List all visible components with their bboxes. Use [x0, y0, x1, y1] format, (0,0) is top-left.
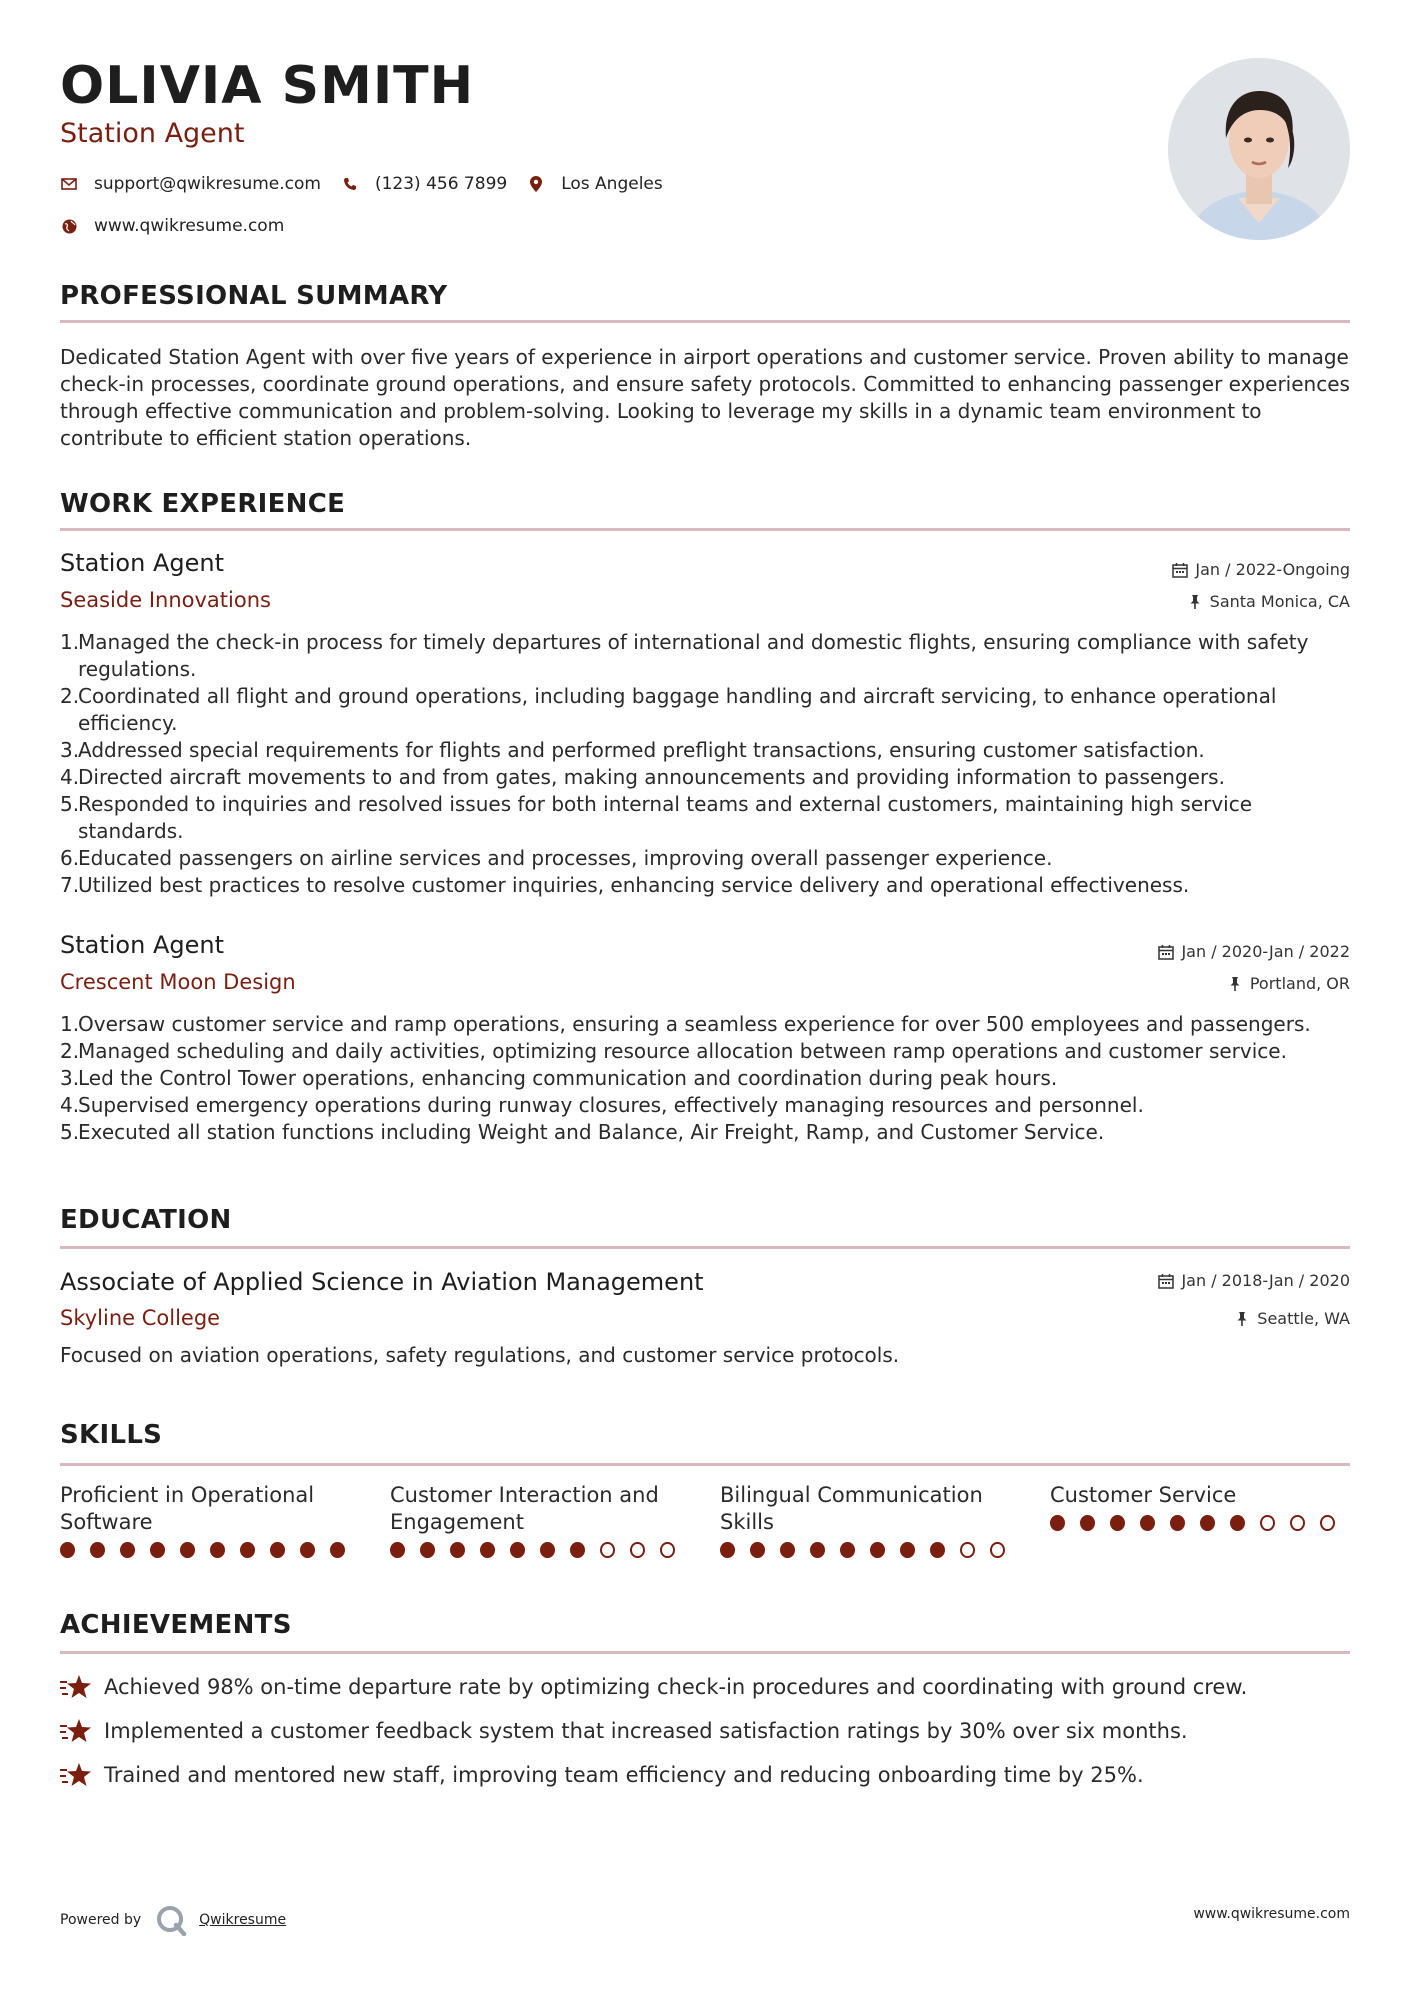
skill-rating — [1050, 1515, 1350, 1531]
calendar-icon — [1158, 944, 1174, 960]
list-item: Educated passengers on airline services and processes, improving overall passenger experience. — [78, 846, 1053, 870]
achievement-item — [60, 1762, 1144, 1788]
footer-branding — [60, 1904, 286, 1936]
skill-dot-filled — [1080, 1515, 1095, 1531]
skill-dot-filled — [900, 1542, 915, 1558]
job-location — [1187, 592, 1350, 611]
skill-dot-filled — [540, 1542, 555, 1558]
skill-dot-filled — [330, 1542, 345, 1558]
skill-dot-filled — [720, 1542, 735, 1558]
section-title-skills: SKILLS — [60, 1420, 163, 1450]
star-icon — [60, 1674, 92, 1700]
skill-item — [390, 1482, 690, 1558]
skill-dot-filled — [510, 1542, 525, 1558]
skill-dot-filled — [120, 1542, 135, 1558]
skill-dot-filled — [390, 1542, 405, 1558]
job-location-text: Portland, OR — [1249, 974, 1350, 993]
job-date — [1172, 560, 1350, 579]
list-item: Utilized best practices to resolve customer inquiries, enhancing service delivery and operational effectiveness. — [78, 873, 1190, 897]
school-name: Skyline College — [60, 1306, 221, 1330]
skill-dot-filled — [180, 1542, 195, 1558]
skill-dot-filled — [840, 1542, 855, 1558]
pushpin-icon — [1187, 594, 1203, 610]
skill-dot-filled — [1050, 1515, 1065, 1531]
job-date-text: Jan / 2022-Ongoing — [1195, 560, 1350, 579]
job-title: Station Agent — [60, 931, 224, 959]
star-icon — [60, 1762, 92, 1788]
skill-dot-filled — [1170, 1515, 1185, 1531]
skill-dot-filled — [1140, 1515, 1155, 1531]
skill-dot-filled — [780, 1542, 795, 1558]
education-description: Focused on aviation operations, safety regulations, and customer service protocols. — [60, 1343, 900, 1367]
powered-by-label: Powered by — [60, 1912, 142, 1928]
skill-rating — [60, 1542, 360, 1558]
candidate-role: Station Agent — [60, 118, 245, 149]
section-divider — [60, 1463, 1350, 1466]
skill-dot-filled — [750, 1542, 765, 1558]
skill-name: Bilingual Communication Skills — [720, 1483, 983, 1534]
achievement-text: Implemented a customer feedback system that increased satisfaction ratings by 30% over six months. — [104, 1719, 1188, 1743]
skill-rating — [720, 1542, 1020, 1558]
map-pin-icon — [527, 175, 545, 193]
pushpin-icon — [1227, 976, 1243, 992]
section-title-education: EDUCATION — [60, 1205, 232, 1235]
qwikresume-link[interactable]: Qwikresume — [199, 1912, 287, 1928]
education-location-text: Seattle, WA — [1257, 1309, 1350, 1328]
skill-item — [720, 1482, 1020, 1558]
summary-text: Dedicated Station Agent with over five years of experience in airport operations and customer service. Proven ability to manage check-in processes, coordinate ground operations, and ensure safety protocols. Committed to enhancing passenger experiences through effective communication and problem-solving. Looking to leverage my skills in a dynamic team environment to contribute to efficient station operations. — [60, 345, 1350, 450]
section-divider — [60, 1651, 1350, 1654]
skill-dot-filled — [300, 1542, 315, 1558]
skill-dot-filled — [60, 1542, 75, 1558]
skill-dot-empty — [1260, 1515, 1275, 1531]
skill-dot-filled — [480, 1542, 495, 1558]
achievement-item — [60, 1674, 1247, 1700]
job-date — [1158, 942, 1350, 961]
skill-name: Customer Service — [1050, 1483, 1237, 1507]
skill-dot-empty — [1320, 1515, 1335, 1531]
job-duties-list — [60, 629, 1350, 899]
job-title: Station Agent — [60, 549, 224, 577]
skill-dot-filled — [450, 1542, 465, 1558]
company-name: Seaside Innovations — [60, 588, 271, 612]
job-duties-list — [60, 1011, 1350, 1146]
achievement-text: Achieved 98% on-time departure rate by optimizing check-in procedures and coordinating with ground crew. — [104, 1675, 1248, 1699]
star-icon — [60, 1718, 92, 1744]
list-item: Executed all station functions including Weight and Balance, Air Freight, Ramp, and Customer Service. — [78, 1120, 1105, 1144]
section-title-work: WORK EXPERIENCE — [60, 489, 346, 519]
skill-dot-filled — [1230, 1515, 1245, 1531]
skill-dot-empty — [990, 1542, 1005, 1558]
email-link[interactable]: support@qwikresume.com — [94, 174, 321, 194]
skill-rating — [390, 1542, 690, 1558]
education-date — [1158, 1271, 1350, 1290]
skill-dot-filled — [210, 1542, 225, 1558]
skill-dot-filled — [270, 1542, 285, 1558]
list-item: Supervised emergency operations during runway closures, effectively managing resources and personnel. — [78, 1093, 1144, 1117]
section-divider — [60, 1246, 1350, 1249]
skill-dot-filled — [150, 1542, 165, 1558]
list-item: Coordinated all flight and ground operations, including baggage handling and aircraft servicing, to enhance operational efficiency. — [78, 684, 1277, 735]
skill-dot-empty — [960, 1542, 975, 1558]
achievement-text: Trained and mentored new staff, improving team efficiency and reducing onboarding time by 25%. — [104, 1763, 1144, 1787]
phone-number: (123) 456 7899 — [374, 174, 508, 194]
job-date-text: Jan / 2020-Jan / 2022 — [1181, 942, 1350, 961]
skill-name: Customer Interaction and Engagement — [390, 1483, 659, 1534]
contact-row-1 — [60, 174, 683, 194]
footer-website-link[interactable]: www.qwikresume.com — [1193, 1906, 1350, 1922]
skill-dot-filled — [570, 1542, 585, 1558]
skill-dot-filled — [1200, 1515, 1215, 1531]
skill-dot-filled — [420, 1542, 435, 1558]
website-link[interactable]: www.qwikresume.com — [94, 216, 285, 236]
globe-icon — [60, 217, 78, 235]
job-location — [1227, 974, 1350, 993]
envelope-icon — [60, 175, 78, 193]
phone-icon — [341, 175, 359, 193]
section-divider — [60, 320, 1350, 323]
skill-item — [60, 1482, 360, 1558]
skill-dot-filled — [810, 1542, 825, 1558]
candidate-name: OLIVIA SMITH — [60, 56, 475, 116]
list-item: Managed the check-in process for timely departures of international and domestic flights, ensuring compliance with safety regulations. — [78, 630, 1309, 681]
qwikresume-logo-icon — [155, 1904, 187, 1936]
company-name: Crescent Moon Design — [60, 970, 296, 994]
list-item: Led the Control Tower operations, enhancing communication and coordination during peak hours. — [78, 1066, 1058, 1090]
section-title-summary: PROFESSIONAL SUMMARY — [60, 281, 448, 311]
skill-dot-filled — [1110, 1515, 1125, 1531]
education-date-text: Jan / 2018-Jan / 2020 — [1181, 1271, 1350, 1290]
skill-dot-empty — [600, 1542, 615, 1558]
education-location — [1234, 1309, 1350, 1328]
degree-title: Associate of Applied Science in Aviation Management — [60, 1268, 704, 1296]
skill-dot-filled — [90, 1542, 105, 1558]
pushpin-icon — [1234, 1311, 1250, 1327]
list-item: Managed scheduling and daily activities, optimizing resource allocation between ramp operations and customer service. — [78, 1039, 1287, 1063]
job-location-text: Santa Monica, CA — [1209, 592, 1350, 611]
achievement-item — [60, 1718, 1188, 1744]
skill-dot-filled — [930, 1542, 945, 1558]
contact-row-2 — [60, 216, 304, 236]
section-divider — [60, 528, 1350, 531]
skill-dot-empty — [630, 1542, 645, 1558]
skill-name: Proficient in Operational Software — [60, 1483, 315, 1534]
skill-dot-empty — [660, 1542, 675, 1558]
list-item: Oversaw customer service and ramp operations, ensuring a seamless experience for over 500 employees and passengers. — [78, 1012, 1311, 1036]
skill-dot-filled — [870, 1542, 885, 1558]
section-title-achievements: ACHIEVEMENTS — [60, 1610, 292, 1640]
skill-item — [1050, 1482, 1350, 1531]
location-text: Los Angeles — [561, 174, 663, 194]
calendar-icon — [1158, 1273, 1174, 1289]
skill-dot-filled — [240, 1542, 255, 1558]
list-item: Addressed special requirements for flights and performed preflight transactions, ensuring customer satisfaction. — [78, 738, 1205, 762]
skill-dot-empty — [1290, 1515, 1305, 1531]
list-item: Responded to inquiries and resolved issues for both internal teams and external customers, maintaining high service standards. — [78, 792, 1253, 843]
profile-photo — [1168, 58, 1350, 240]
calendar-icon — [1172, 562, 1188, 578]
list-item: Directed aircraft movements to and from gates, making announcements and providing information to passengers. — [78, 765, 1225, 789]
